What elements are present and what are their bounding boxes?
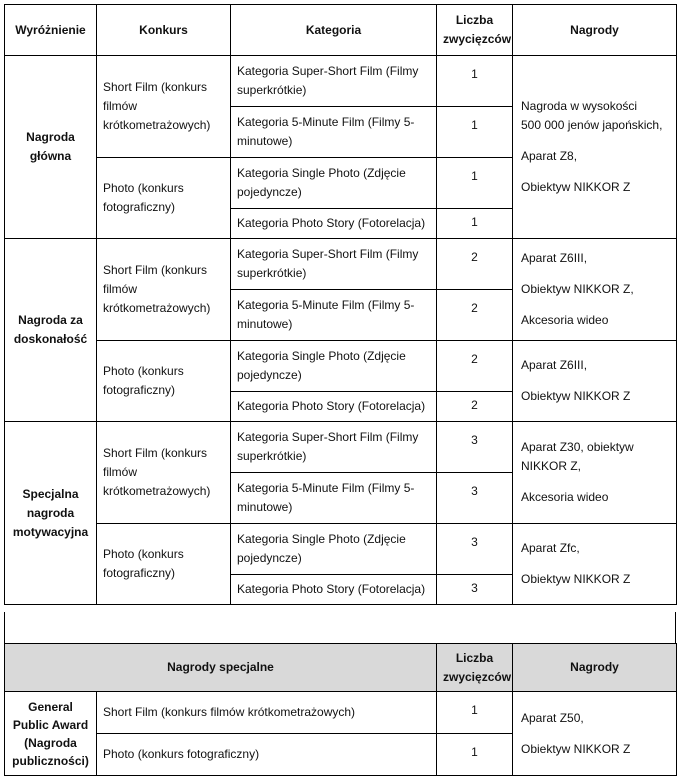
category-cell: Kategoria Single Photo (Zdjęcie pojedyncze) [231,158,437,209]
header-distinction: Wyróżnienie [5,5,97,56]
winners-cell: 1 [437,692,513,734]
header-winners-line2: zwycięzców [443,669,512,684]
prizes-main [513,56,677,239]
prize-line: Aparat Z6III, [521,358,588,372]
prizes-motivational-film [513,422,677,524]
header-prizes: Nagrody [513,5,677,56]
special-header-row [5,644,677,692]
winners-cell: 1 [437,107,513,158]
header-winners [437,644,513,692]
winners-cell: 2 [437,341,513,392]
prize-line: Nagroda w wysokości [521,99,638,113]
header-winners-line1: Liczba [455,13,494,27]
contest-short-film: Short Film (konkurs filmów krótkometrażowych) [97,239,231,341]
winners-cell: 3 [437,575,513,605]
header-contest: Konkurs [97,5,231,56]
contest-cell: Short Film (konkurs filmów krótkometrażowych) [97,692,437,734]
header-winners [437,5,513,56]
distinction-excellence [5,239,97,422]
table-row [5,56,677,107]
winners-cell: 2 [437,392,513,422]
header-category: Kategoria [231,5,437,56]
prizes-excellence-photo [513,341,677,422]
header-special-awards: Nagrody specjalne [5,644,437,692]
table-row [5,524,677,575]
contest-photo: Photo (konkurs fotograficzny) [97,341,231,422]
category-cell: Kategoria 5-Minute Film (Filmy 5-minutowe) [231,473,437,524]
header-prizes: Nagrody [513,644,677,692]
prize-line: Aparat Z50, [521,710,584,725]
prize-line: 500 000 jenów japońskich, [521,118,663,132]
category-cell: Kategoria Super-Short Film (Filmy superkrótkie) [231,56,437,107]
category-cell: Kategoria Super-Short Film (Filmy superkrótkie) [231,239,437,290]
prize-line: Aparat Z30, obiektyw NIKKOR Z, [521,440,634,473]
header-winners-line1: Liczba [455,650,494,665]
distinction-main [5,56,97,239]
prize-line: Obiektyw NIKKOR Z, [521,282,634,296]
winners-cell: 2 [437,239,513,290]
category-cell: Kategoria Photo Story (Fotorelacja) [231,392,437,422]
category-cell: Kategoria Photo Story (Fotorelacja) [231,209,437,239]
contest-short-film: Short Film (konkurs filmów krótkometrażowych) [97,56,231,158]
category-cell: Kategoria Single Photo (Zdjęcie pojedyncze) [231,524,437,575]
category-cell: Kategoria Single Photo (Zdjęcie pojedyncze) [231,341,437,392]
prize-line: Akcesoria wideo [521,490,609,504]
prize-line: Obiektyw NIKKOR Z [521,741,631,756]
table-row [5,692,677,734]
header-winners-line2: zwycięzców [443,32,512,46]
prize-line: Aparat Z6III, [521,251,588,265]
distinction-line: nagroda [26,505,75,520]
table-row [5,341,677,392]
category-cell: Kategoria 5-Minute Film (Filmy 5-minutowe) [231,290,437,341]
category-cell: Kategoria Photo Story (Fotorelacja) [231,575,437,605]
contest-short-film: Short Film (konkurs filmów krótkometrażowych) [97,422,231,524]
contest-photo: Photo (konkurs fotograficzny) [97,524,231,605]
distinction-line: motywacyjna [12,524,89,539]
header-row [5,5,677,56]
prize-line: Aparat Zfc, [521,541,580,555]
award-line: (Nagroda [24,735,77,750]
winners-cell: 2 [437,290,513,341]
contest-cell: Photo (konkurs fotograficzny) [97,734,437,776]
distinction-line: Specjalna [22,486,79,501]
winners-cell: 1 [437,158,513,209]
distinction-line: doskonałość [13,332,88,346]
table-row [5,422,677,473]
winners-cell: 3 [437,524,513,575]
award-line: Public Award [12,717,89,732]
award-line: publiczności) [12,753,89,768]
prize-line: Obiektyw NIKKOR Z [521,180,631,194]
table-spacer [4,612,676,643]
winners-cell: 1 [437,209,513,239]
winners-cell: 3 [437,473,513,524]
distinction-line: Nagroda za [18,313,83,327]
category-cell: Kategoria 5-Minute Film (Filmy 5-minutowe) [231,107,437,158]
prize-table [4,4,677,605]
contest-photo: Photo (konkurs fotograficzny) [97,158,231,239]
winners-cell: 1 [437,56,513,107]
winners-cell: 1 [437,734,513,776]
category-cell: Kategoria Super-Short Film (Filmy superkrótkie) [231,422,437,473]
prizes-motivational-photo [513,524,677,605]
prizes-excellence-film [513,239,677,341]
distinction-line: główna [29,149,72,163]
special-awards-table [4,643,677,776]
award-general-public [5,692,97,776]
table-row [5,239,677,290]
prize-line: Aparat Z8, [521,149,578,163]
winners-cell: 3 [437,422,513,473]
distinction-motivational [5,422,97,605]
award-line: General [28,699,73,714]
distinction-line: Nagroda [26,130,75,144]
prize-line: Obiektyw NIKKOR Z [521,389,631,403]
prize-line: Akcesoria wideo [521,313,609,327]
prizes-general-public [513,692,677,776]
prize-line: Obiektyw NIKKOR Z [521,572,631,586]
